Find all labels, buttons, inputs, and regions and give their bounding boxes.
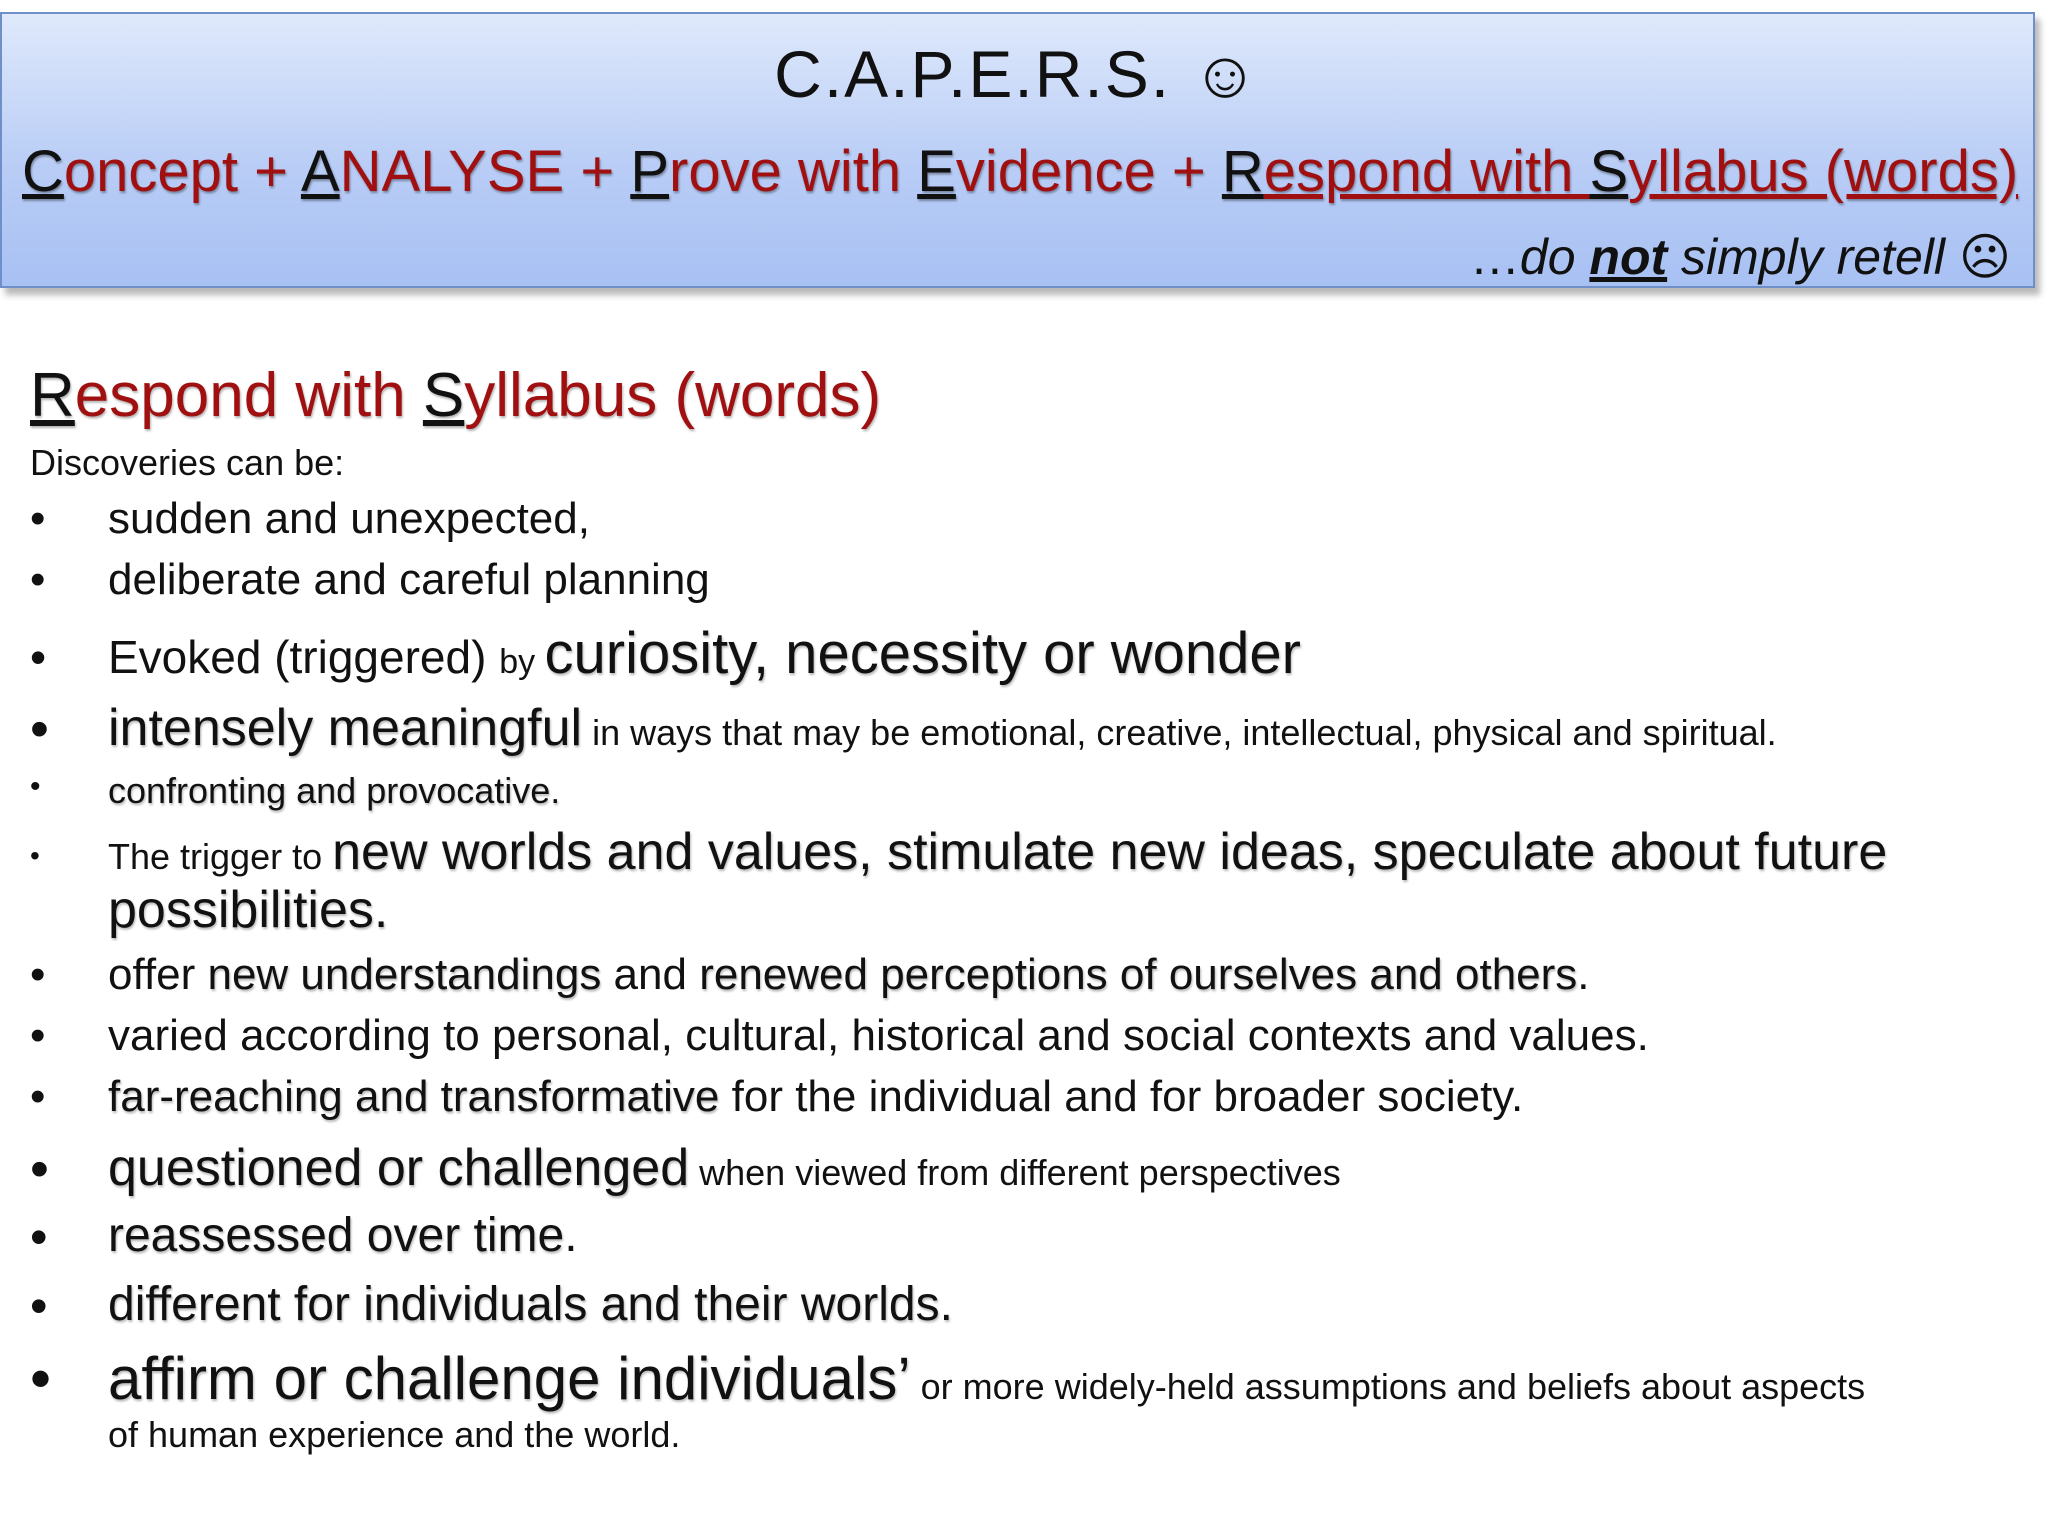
bullet-dot: •: [30, 1345, 52, 1412]
formula-s-rest: yllabus (words): [1628, 139, 2019, 204]
bullet-text: confronting and provocative.: [108, 770, 561, 811]
bullet-text-plain: .: [1577, 950, 1590, 999]
formula-r-rest: espond with: [1263, 139, 1590, 204]
note-not: not: [1589, 229, 1668, 285]
list-item: [30, 822, 2036, 882]
bullet-text: [108, 950, 1590, 1000]
bullet-dot: •: [30, 1209, 48, 1265]
bullet-dot: •: [30, 631, 47, 683]
bullet-dot: •: [30, 1072, 46, 1121]
section-s: S: [422, 361, 465, 430]
bullet-text-plain: in ways that may be emotional, creative, intellectual, physical and spiritual.: [582, 712, 1777, 753]
bullet-dot: •: [30, 494, 46, 543]
bullet-text: [108, 1138, 1341, 1198]
bullet-text: deliberate and careful planning: [108, 555, 710, 604]
bullet-text-plain: Evoked (triggered): [108, 631, 500, 683]
note-pre: do: [1519, 229, 1590, 285]
formula-r: R: [1221, 139, 1264, 204]
formula-s: S: [1589, 139, 1629, 204]
bullet-continuation: possibilities.: [108, 881, 389, 939]
note-post: simply retell ☹: [1667, 229, 2011, 285]
bullet-text-emphasis: questioned or challenged: [108, 1139, 690, 1197]
bullet-text: [108, 620, 1301, 687]
bullet-dot: •: [30, 1278, 48, 1334]
bullet-text-emphasis: far-reaching and transformative: [108, 1072, 720, 1121]
header-box: [0, 12, 2035, 288]
bullet-text: [108, 1208, 578, 1263]
bullet-text-plain: and: [601, 950, 700, 999]
bullet-text-small: by: [499, 643, 545, 681]
list-item: [30, 698, 2036, 764]
bullet-text-emphasis: affirm or challenge individuals’: [108, 1345, 911, 1412]
section-r-rest: espond with: [74, 361, 423, 430]
section-s-rest: yllabus (words): [464, 361, 882, 430]
formula-e-rest: vidence +: [955, 139, 1222, 204]
list-item: [30, 1138, 2036, 1202]
section-title: [30, 360, 881, 431]
bullet-text: [108, 822, 1887, 882]
bullet-text-plain: The trigger to: [108, 836, 333, 877]
formula-a: A: [300, 139, 340, 204]
bullet-dot: •: [30, 699, 49, 759]
bullet-text-plain: offer: [108, 950, 208, 999]
formula-p: P: [630, 139, 669, 204]
formula-a-rest: NALYSE +: [339, 139, 631, 204]
formula-c-rest: oncept +: [63, 139, 301, 204]
list-item: [30, 620, 2036, 690]
formula-e: E: [917, 139, 956, 204]
bullet-text-plain: .: [564, 1209, 578, 1262]
bullet-text-emphasis: new worlds and values, stimulate new ideas, speculate about future: [332, 823, 1888, 881]
bullet-text-plain: or more widely-held assumptions and beliefs about aspects: [910, 1366, 1866, 1407]
list-item: [30, 1344, 2036, 1420]
bullet-dot: •: [30, 555, 46, 604]
slide-title: C.A.P.E.R.S. ☺: [774, 37, 1261, 111]
bullet-text: sudden and unexpected,: [108, 494, 590, 543]
bullet-text: [108, 698, 1777, 758]
bullet-text-emphasis: curiosity, necessity or wonder: [544, 621, 1301, 686]
note-dots: …: [1469, 229, 1520, 285]
bullet-dot: •: [30, 950, 46, 999]
bullet-text-plain: when viewed from different perspectives: [689, 1152, 1341, 1193]
bullet-dot: •: [30, 840, 40, 871]
bullet-text-plain: for the individual and for broader society.: [719, 1072, 1524, 1121]
formula-p-rest: rove with: [669, 139, 918, 204]
bullet-continuation: of human experience and the world.: [108, 1414, 681, 1455]
bullet-dot: •: [30, 1011, 46, 1060]
bullet-text-emphasis: new understandings: [207, 950, 602, 999]
bullet-text-emphasis: intensely meaningful: [108, 699, 583, 757]
intro-text: Discoveries can be:: [30, 442, 345, 483]
bullet-text: different for individuals and their worlds.: [108, 1278, 953, 1331]
section-r: R: [30, 361, 75, 430]
bullet-dot: •: [30, 770, 41, 803]
bullet-dot: •: [30, 1139, 49, 1199]
bullet-text-emphasis: reassessed over time: [108, 1209, 565, 1262]
bullet-text: [108, 1344, 1865, 1413]
formula-c: C: [22, 139, 64, 204]
retell-note: [1470, 228, 2011, 286]
bullet-text-emphasis: renewed perceptions of ourselves and others: [699, 950, 1578, 999]
bullet-text: [108, 1072, 1523, 1122]
capers-formula: [22, 138, 2033, 205]
bullet-text: varied according to personal, cultural, historical and social contexts and values.: [108, 1011, 1649, 1060]
